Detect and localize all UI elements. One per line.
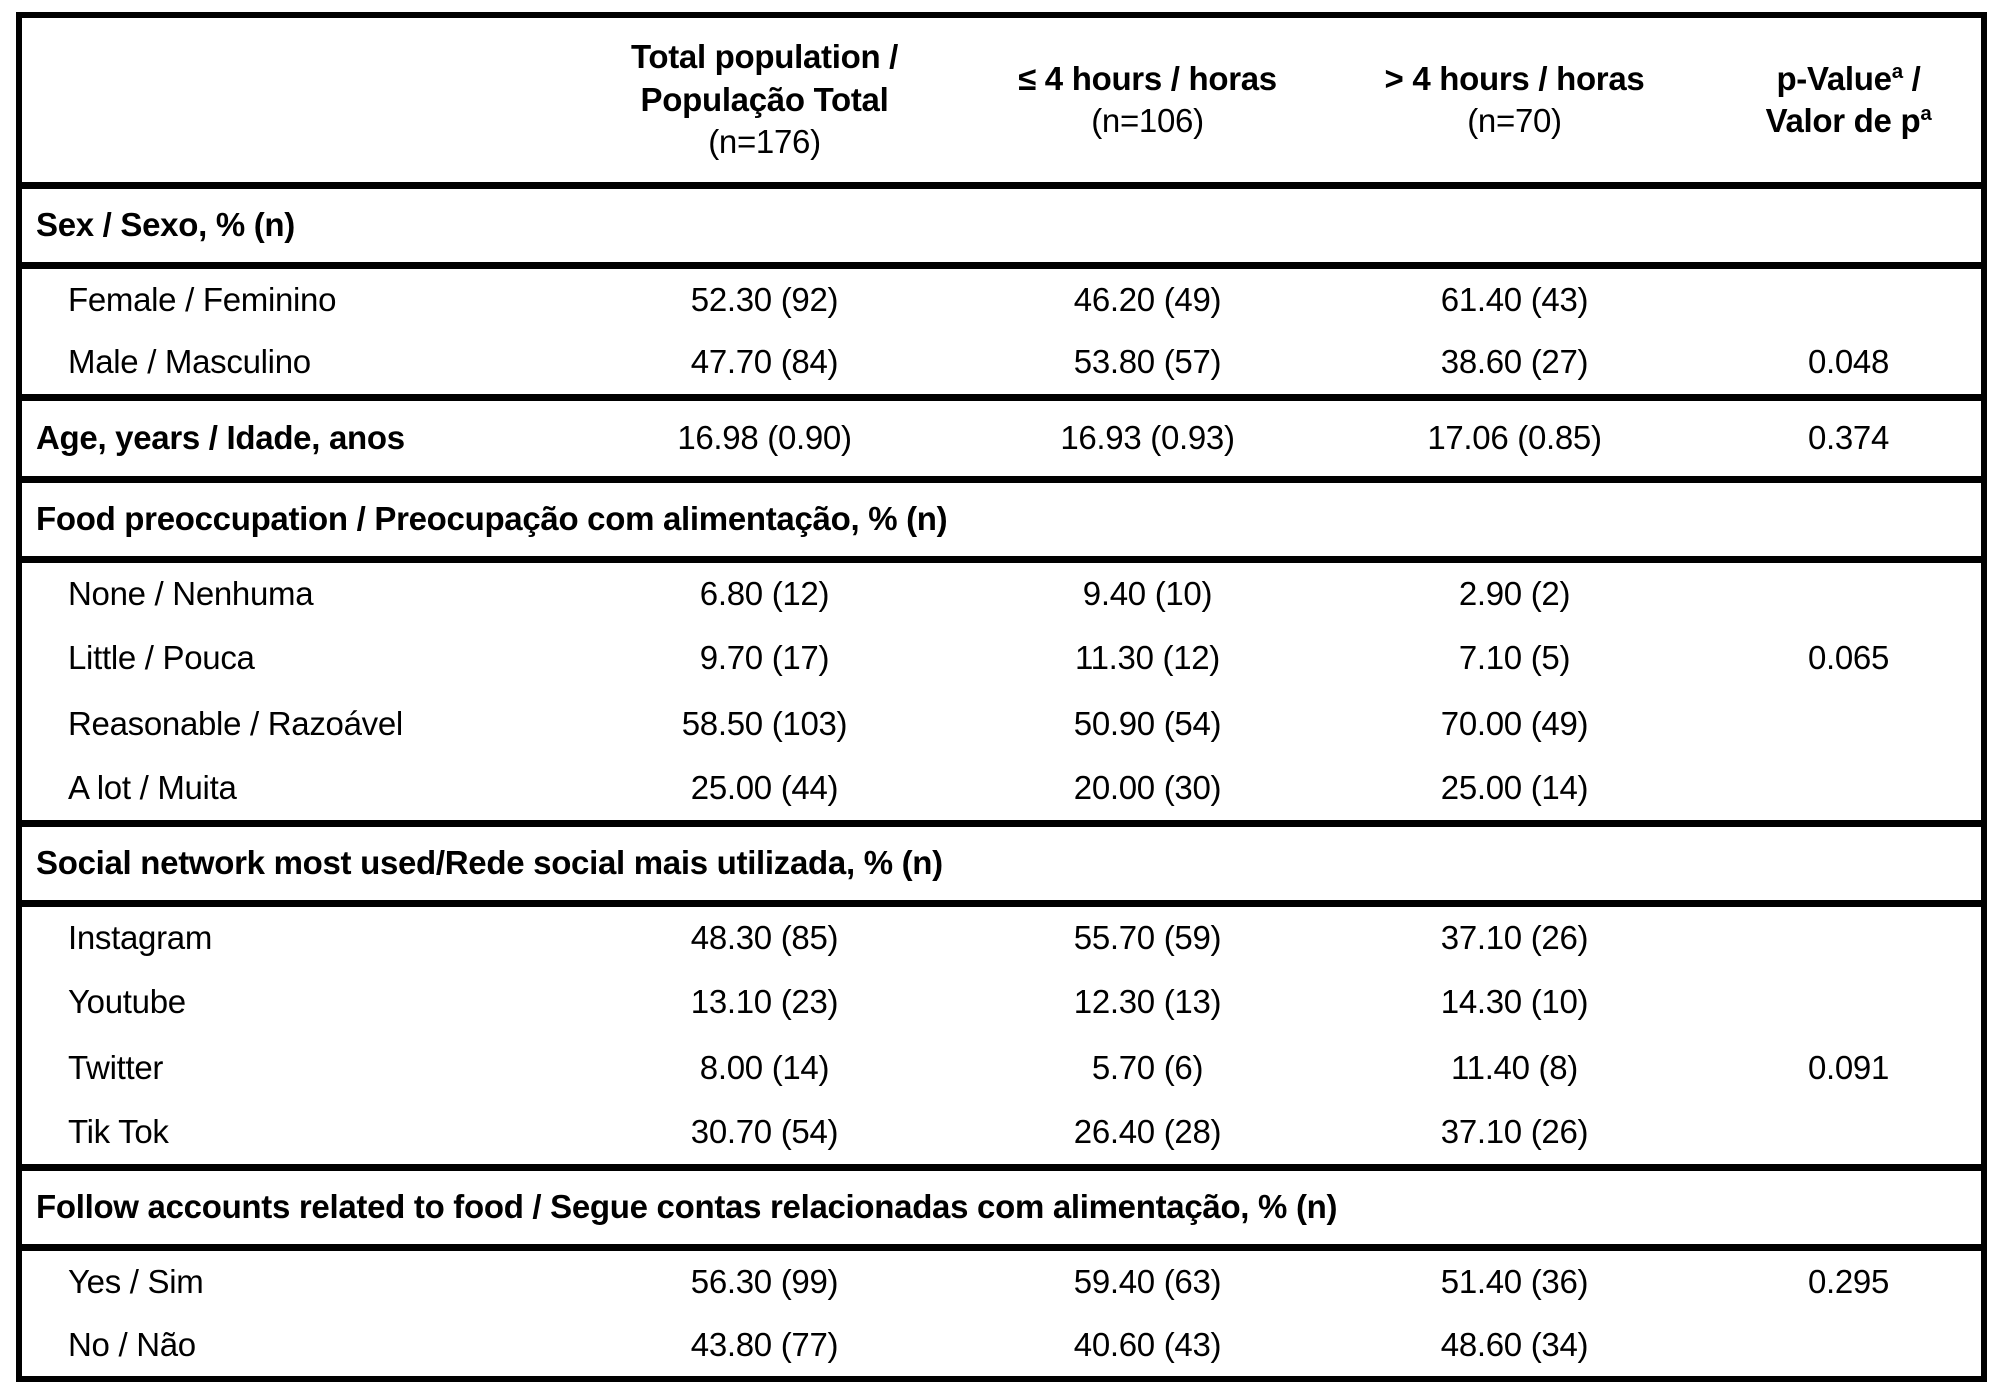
p-value-cell xyxy=(1716,903,1984,969)
table-row xyxy=(19,265,1984,331)
value-cell: 17.06 (0.85) xyxy=(1313,397,1716,479)
value-cell: 40.60 (43) xyxy=(1073,1325,1222,1363)
value-cell: 37.10 (26) xyxy=(1440,918,1589,956)
table-row xyxy=(19,1247,1984,1313)
p-value-cell: 0.065 xyxy=(1807,639,1890,676)
value-cell: 50.90 (54) xyxy=(1073,705,1222,742)
value-cell: 37.10 (26) xyxy=(1440,1113,1589,1151)
table-row xyxy=(19,1313,1984,1379)
p-value-cell xyxy=(1716,1313,1984,1379)
value-cell: 13.10 (23) xyxy=(690,983,839,1020)
value-cell: 56.30 (99) xyxy=(690,1262,839,1300)
p-value-cell xyxy=(1716,1101,1984,1167)
row-label: None / Nenhuma xyxy=(68,574,314,612)
value-cell: 14.30 (10) xyxy=(1440,983,1589,1020)
p-value-cell: 0.091 xyxy=(1807,1049,1890,1086)
table-row xyxy=(19,331,1984,397)
row-label: Yes / Sim xyxy=(68,1262,204,1300)
row-label: No / Não xyxy=(68,1325,196,1363)
value-cell: 53.80 (57) xyxy=(1073,343,1222,381)
header-n-count: (n=106) xyxy=(1091,101,1204,139)
col-header-gt4-hours xyxy=(1313,15,1716,185)
value-cell: 70.00 (49) xyxy=(1440,705,1589,742)
row-label: Twitter xyxy=(68,1049,164,1086)
footnote-marker: a xyxy=(1920,101,1932,125)
p-value-cell xyxy=(1716,969,1984,1035)
value-cell: 8.00 (14) xyxy=(699,1049,830,1086)
table-row xyxy=(19,397,1984,479)
col-header-total-population xyxy=(547,15,982,185)
value-cell: 59.40 (63) xyxy=(1073,1262,1222,1300)
section-header-row xyxy=(19,185,1984,265)
table-body xyxy=(19,185,1984,1379)
value-cell: 25.00 (44) xyxy=(690,769,839,807)
section-title: Social network most used/Rede social mais utilizada, % (n) xyxy=(19,823,1984,903)
header-line: p-Value$^a$ / xyxy=(1776,59,1921,97)
value-cell: 25.00 (14) xyxy=(1440,769,1589,807)
footnote-marker: a xyxy=(1891,59,1903,83)
section-title: Food preoccupation / Preocupação com alimentação, % (n) xyxy=(19,479,1984,559)
row-label: A lot / Muita xyxy=(68,769,237,807)
row-label-column-header xyxy=(19,15,547,185)
table-row xyxy=(19,757,1984,823)
section-header-row xyxy=(19,1167,1984,1247)
value-cell: 48.60 (34) xyxy=(1440,1325,1589,1363)
table-row xyxy=(19,903,1984,969)
section-title: Sex / Sexo, % (n) xyxy=(19,185,1984,265)
table-row xyxy=(19,1101,1984,1167)
header-n-count: (n=70) xyxy=(1467,101,1562,139)
value-cell: 11.40 (8) xyxy=(1451,1049,1578,1086)
row-label: Little / Pouca xyxy=(68,639,255,676)
demographics-table xyxy=(16,12,1987,1382)
row-label: Age, years / Idade, anos xyxy=(19,397,547,479)
value-cell: 5.70 (6) xyxy=(1091,1049,1204,1086)
value-cell: 48.30 (85) xyxy=(690,918,839,956)
value-cell: 61.40 (43) xyxy=(1440,280,1589,318)
p-value-cell: 0.374 xyxy=(1716,397,1984,479)
header-line: ≤ 4 hours / horas xyxy=(1018,59,1277,97)
value-cell: 26.40 (28) xyxy=(1073,1113,1222,1151)
header-line: População Total xyxy=(640,80,889,118)
value-cell: 9.40 (10) xyxy=(1082,574,1213,612)
value-cell: 55.70 (59) xyxy=(1073,918,1222,956)
col-header-p-value xyxy=(1716,15,1984,185)
col-header-le4-hours xyxy=(982,15,1313,185)
value-cell: 51.40 (36) xyxy=(1440,1262,1589,1300)
value-cell: 20.00 (30) xyxy=(1073,769,1222,807)
value-cell: 2.90 (2) xyxy=(1458,574,1571,612)
section-header-row xyxy=(19,479,1984,559)
table-header xyxy=(19,15,1984,185)
section-title: Follow accounts related to food / Segue contas relacionadas com alimentação, % (n) xyxy=(19,1167,1984,1247)
header-line: Valor de p$^a$ xyxy=(1765,101,1932,139)
value-cell: 12.30 (13) xyxy=(1073,983,1222,1020)
section-header-row xyxy=(19,823,1984,903)
value-cell: 47.70 (84) xyxy=(690,343,839,381)
header-line: > 4 hours / horas xyxy=(1384,59,1645,97)
p-value-cell xyxy=(1716,757,1984,823)
row-label: Tik Tok xyxy=(68,1113,169,1151)
value-cell: 11.30 (12) xyxy=(1075,639,1220,676)
table-row xyxy=(19,1035,1984,1101)
p-value-cell xyxy=(1716,265,1984,331)
value-cell: 6.80 (12) xyxy=(699,574,830,612)
table-row xyxy=(19,625,1984,691)
value-cell: 43.80 (77) xyxy=(690,1325,839,1363)
value-cell: 9.70 (17) xyxy=(699,639,830,676)
value-cell: 16.98 (0.90) xyxy=(547,397,982,479)
header-n-count: (n=176) xyxy=(708,122,821,160)
header-row xyxy=(19,15,1984,185)
row-label: Youtube xyxy=(68,983,186,1020)
row-label: Instagram xyxy=(68,918,213,956)
value-cell: 7.10 (5) xyxy=(1458,639,1571,676)
value-cell: 16.93 (0.93) xyxy=(982,397,1313,479)
row-label: Reasonable / Razoável xyxy=(68,705,403,742)
header-line: Total population / xyxy=(630,38,899,76)
value-cell: 58.50 (103) xyxy=(681,705,848,742)
row-label: Female / Feminino xyxy=(68,280,337,318)
table-row xyxy=(19,691,1984,757)
p-value-cell: 0.048 xyxy=(1807,343,1890,381)
row-label: Male / Masculino xyxy=(68,343,311,381)
value-cell: 46.20 (49) xyxy=(1073,280,1222,318)
p-value-cell xyxy=(1716,691,1984,757)
value-cell: 52.30 (92) xyxy=(690,280,839,318)
value-cell: 38.60 (27) xyxy=(1440,343,1589,381)
table-row xyxy=(19,559,1984,625)
value-cell: 30.70 (54) xyxy=(690,1113,839,1151)
table-row xyxy=(19,969,1984,1035)
p-value-cell xyxy=(1716,559,1984,625)
p-value-cell: 0.295 xyxy=(1807,1262,1890,1300)
